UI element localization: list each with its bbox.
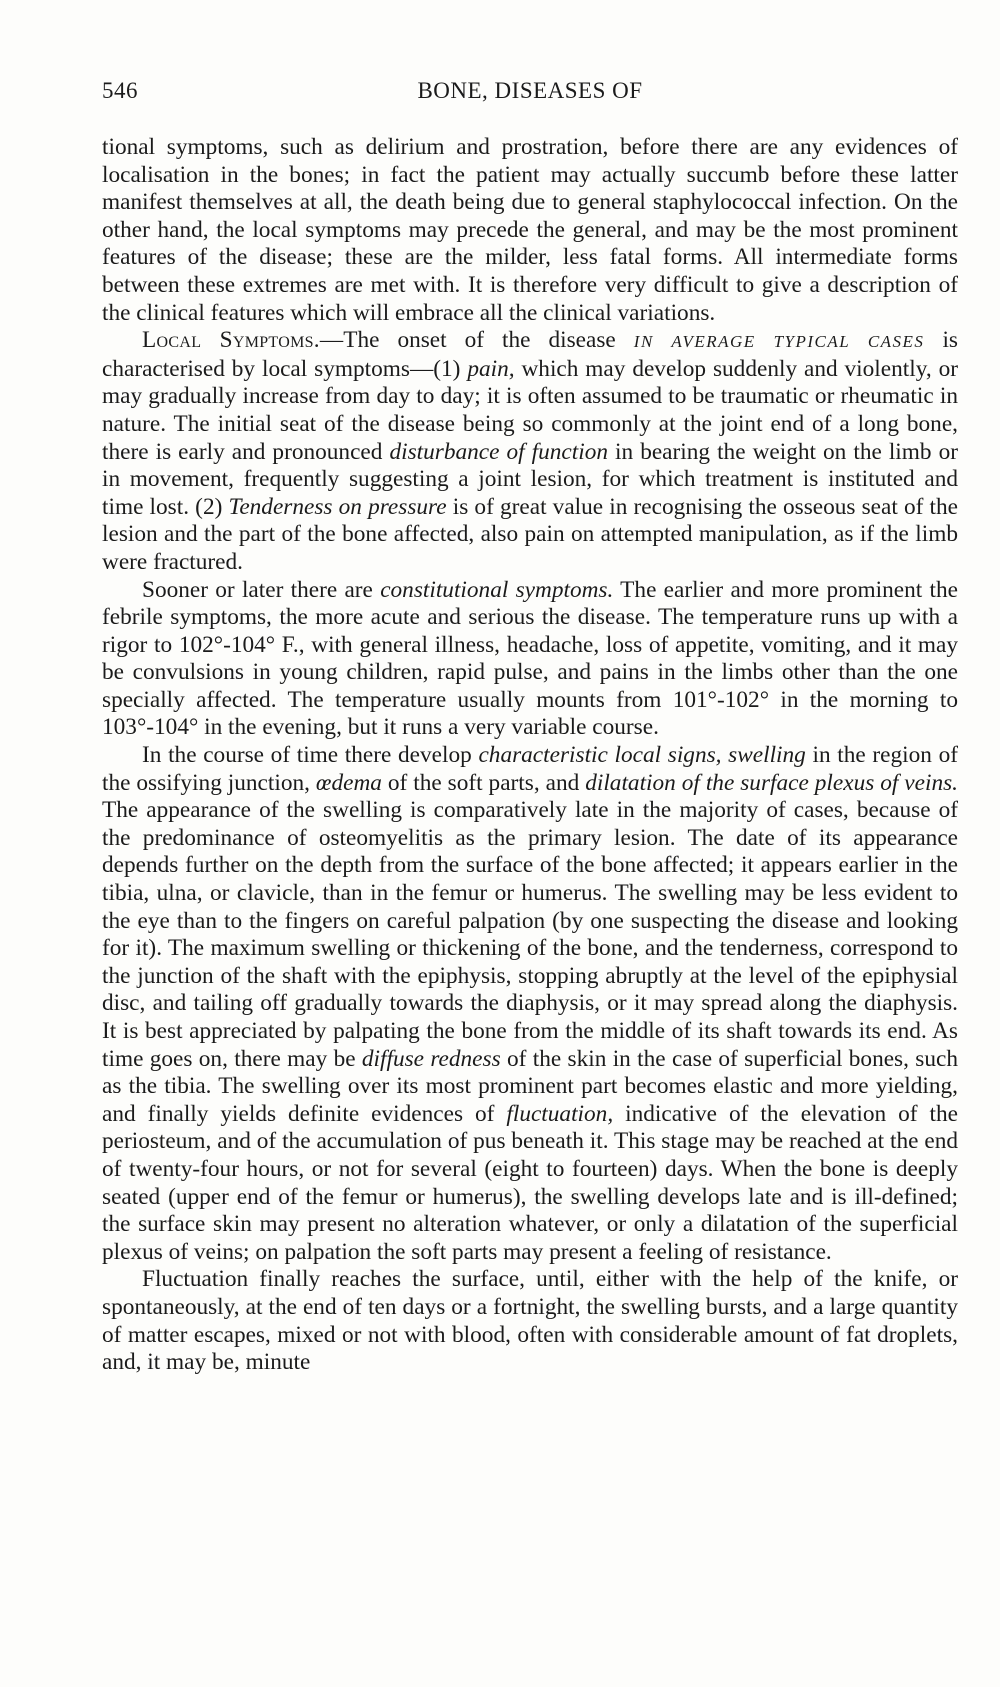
text-run: —The onset of the disease [319, 327, 634, 354]
section-heading-local-symptoms: Local Symptoms. [142, 327, 320, 354]
paragraph-local-signs [102, 742, 958, 1266]
emphasis-caps: IN AVERAGE TYPICAL CASES [633, 332, 925, 352]
emphasis-italic: Tenderness on pressure [228, 493, 447, 520]
text-run: indicative of the elevation of the periosteum, and of the accumulation of pus beneath it. This stage may be reached at the end of twenty-four hours, or not for several (eight to fourteen) days. When the bone is deeply seated (upper end of the femur or humerus), the swelling develops late and is ill-defined; the surface skin may present no alteration whatever, or only a dilatation of the superficial plexus of veins; on palpation the soft parts may present a feeling of resistance. [102, 1100, 958, 1265]
paragraph-local-symptoms [102, 327, 958, 576]
page-header [102, 78, 958, 108]
text-run: The earlier and more prominent the febrile symptoms, the more acute and serious the disease. The temperature runs up with a rigor to 102°-104° F., with general illness, headache, loss of appetite, vomiting, and it may be convulsions in young children, rapid pulse, and pains in the limbs other than the one specially affected. The temperature usually mounts from 101°-102° in the morning to 103°-104° in the evening, but it runs a very variable course. [102, 576, 958, 741]
text-run: which may develop suddenly and violently, or may gradually increase from day to day; it is often assumed to be traumatic or rheumatic in nature. The initial seat of the disease being so commonly at the joint end of a long bone, there is early and pronounced [102, 355, 958, 465]
body-text [102, 134, 958, 1377]
emphasis-italic: characteristic local signs, swelling [478, 742, 806, 769]
page-number: 546 [102, 78, 138, 103]
paragraph-text: tional symptoms, such as delirium and prostration, before there are any evidences of localisation in the bones; in fact the patient may actually succumb before these latter manifest themselves at all, the death being due to general staphylococcal infection. On the other hand, the local symptoms may precede the general, and may be the most prominent features of the disease; these are the milder, less fatal forms. All intermediate forms between these extremes are met with. It is therefore very difficult to give a description of the clinical features which will embrace all the clinical variations. [102, 134, 958, 326]
text-run: Sooner or later there are [142, 576, 381, 603]
emphasis-italic: œdema [315, 769, 382, 796]
emphasis-italic: dilatation of the surface plexus of veins. [585, 769, 958, 796]
text-run: is of great value in recognising the osseous seat of the lesion and the part of the bone affected, also pain on attempted manipulation, as if the limb were fractured. [102, 493, 958, 575]
text-run: in the region of the ossifying junction, [102, 742, 958, 796]
emphasis-italic: fluctuation, [506, 1100, 614, 1127]
paragraph-fluctuation [102, 1266, 958, 1376]
emphasis-italic: constitutional symptoms. [380, 576, 614, 603]
paragraph-continuation [102, 134, 958, 327]
text-run: of the soft parts, and [381, 769, 586, 796]
running-head: BONE, DISEASES OF [417, 78, 643, 103]
paragraph-constitutional-symptoms [102, 577, 958, 743]
emphasis-italic: disturbance of function [389, 438, 608, 465]
text-run: in bearing the weight on the limb or in movement, frequently suggesting a joint lesion, for which treatment is instituted and time lost. (2) [102, 438, 958, 520]
text-run: In the course of time there develop [142, 742, 479, 769]
paragraph-text: Fluctuation finally reaches the surface, until, either with the help of the knife, or spontaneously, at the end of ten days or a fortnight, the swelling bursts, and a large quantity of matter escapes, mixed or not with blood, often with considerable amount of fat droplets, and, it may be, minute [102, 1266, 958, 1376]
emphasis-italic: diffuse redness [361, 1045, 501, 1072]
text-run: is characterised by local symptoms—(1) [102, 327, 958, 382]
emphasis-italic: pain, [467, 355, 515, 382]
text-run: The appearance of the swelling is comparatively late in the majority of cases, because of the predominance of osteomyelitis as the primary lesion. The date of its appearance depends further on the depth from the surface of the bone affected; it appears earlier in the tibia, ulna, or clavicle, than in the femur or humerus. The swelling may be less evident to the eye than to the fingers on careful palpation (by one suspecting the disease and looking for it). The maximum swelling or thickening of the bone, and the tenderness, correspond to the junction of the shaft with the epiphysis, stopping abruptly at the level of the epiphysial disc, and tailing off gradually towards the diaphysis, or it may spread along the diaphysis. It is best appreciated by palpating the bone from the middle of its shaft towards its end. As time goes on, there may be [102, 797, 958, 1072]
text-run: of the skin in the case of superficial bones, such as the tibia. The swelling over its most prominent part becomes elastic and more yielding, and finally yields definite evidences of [102, 1045, 958, 1127]
